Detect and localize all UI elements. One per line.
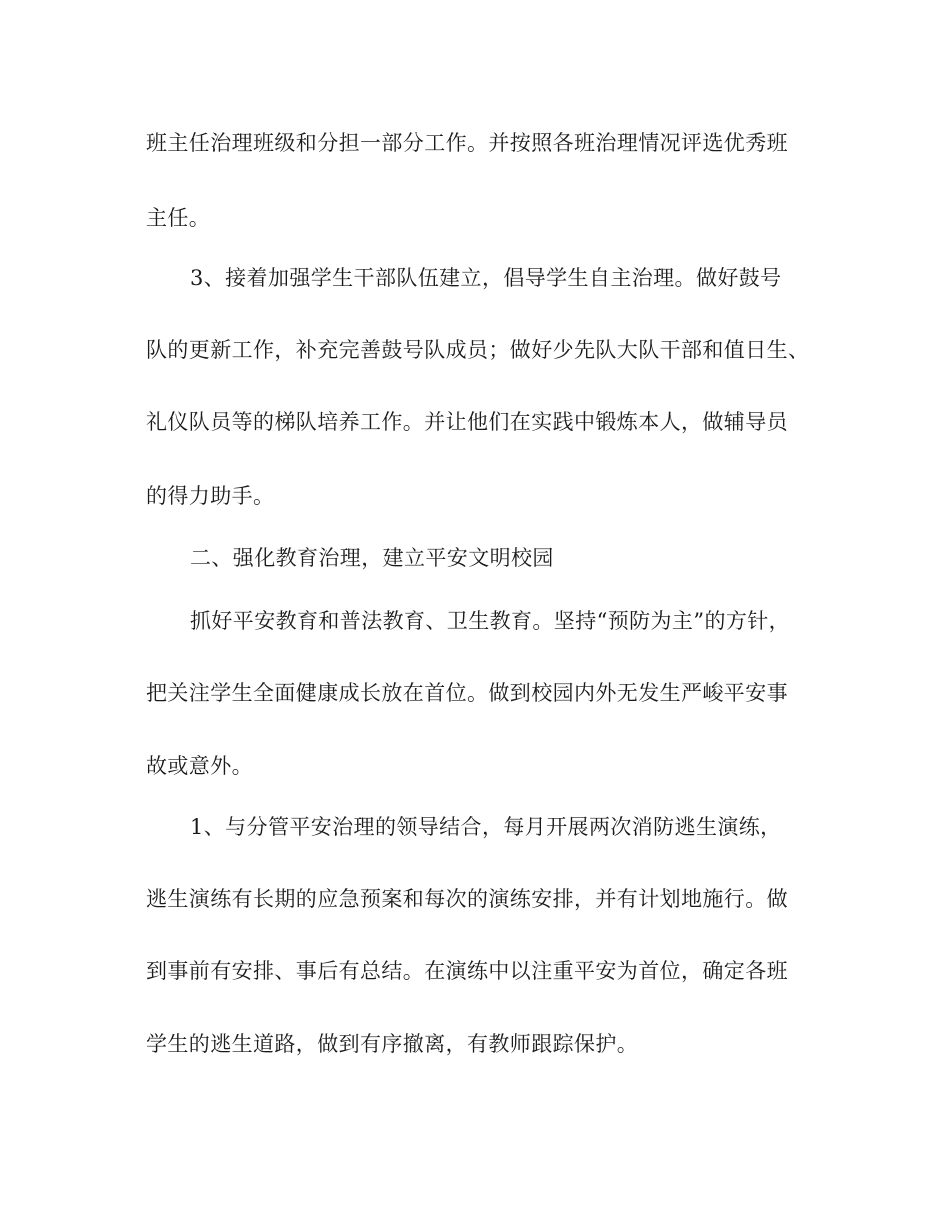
paragraph-heading: 3、接着加强学生干部队伍建立，倡导学生自主治理。做好鼓号 bbox=[190, 266, 782, 290]
section-heading: 二、强化教育治理，建立平安文明校园 bbox=[190, 546, 554, 570]
text-line: 学生的逃生道路，做到有序撤离，有教师跟踪保护。 bbox=[146, 1032, 639, 1056]
text-line: 主任。 bbox=[146, 206, 211, 230]
text-line: 礼仪队员等的梯队培养工作。并让他们在实践中锻炼本人，做辅导员 bbox=[146, 410, 788, 434]
paragraph-start: 抓好平安教育和普法教育、卫生教育。坚持“预防为主”的方针， bbox=[190, 609, 791, 633]
text-line: 的得力助手。 bbox=[146, 484, 275, 508]
paragraph-heading: 1、与分管平安治理的领导结合，每月开展两次消防逃生演练， bbox=[190, 815, 782, 839]
text-line: 到事前有安排、事后有总结。在演练中以注重平安为首位，确定各班 bbox=[146, 959, 788, 983]
text-line: 把关注学生全面健康成长放在首位。做到校园内外无发生严峻平安事 bbox=[146, 681, 788, 705]
text-line: 队的更新工作，补充完善鼓号队成员；做好少先队大队干部和值日生、 bbox=[146, 338, 810, 362]
text-line: 逃生演练有长期的应急预案和每次的演练安排，并有计划地施行。做 bbox=[146, 887, 788, 911]
text-line: 故或意外。 bbox=[146, 754, 253, 778]
text-line: 班主任治理班级和分担一部分工作。并按照各班治理情况评选优秀班 bbox=[146, 131, 788, 155]
